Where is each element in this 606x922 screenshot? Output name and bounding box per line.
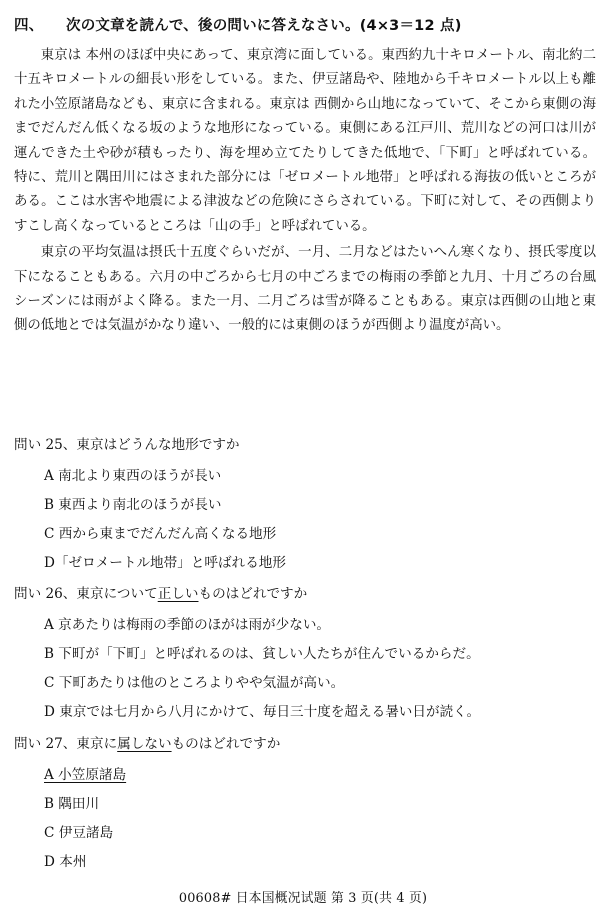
question-stem	[14, 733, 594, 755]
section-number: 四、	[14, 18, 44, 34]
option-a: A 京あたりは梅雨の季節のほがは雨が少ない。	[44, 617, 331, 633]
question-26	[14, 583, 594, 727]
option-a	[14, 761, 594, 790]
option-c: C 西から東までだんだん高くなる地形	[44, 526, 277, 542]
question-stem-text: ものはどれですか	[171, 736, 281, 752]
question-stem	[14, 434, 594, 456]
option-b: B 下町が「下町」と呼ばれるのは、貧しい人たちが住んでいるからだ。	[44, 646, 480, 662]
option-b: B 東西より南北のほうが長い	[44, 497, 222, 513]
section-header	[14, 14, 594, 35]
underlined-keyword: 正しい	[157, 586, 199, 602]
question-stem-text: 問い 25、東京はどうんな地形ですか	[14, 437, 240, 453]
option-c: C 伊豆諸島	[44, 825, 114, 841]
section-instruction: 次の文章を読んで、後の問いに答えなさい。(4×3＝12 点)	[66, 18, 462, 34]
question-25	[14, 434, 594, 578]
option-b: B 隅田川	[44, 796, 100, 812]
option-text: A 小笠原諸島	[44, 767, 127, 783]
option-d: D「ゼロメートル地帯」と呼ばれる地形	[44, 555, 286, 571]
reading-passage	[14, 44, 596, 339]
option-d: D 本州	[44, 854, 87, 870]
question-stem-text: 問い 26、東京について	[14, 586, 158, 602]
option-c: C 下町あたりは他のところよりやや気温が高い。	[44, 675, 345, 691]
underlined-keyword: 属しない	[117, 736, 172, 752]
passage-paragraph: 東京は 本州のほぼ中央にあって、東京湾に面している。東西約九十キロメートル、南北約二十五キロメートルの細長い形をしている。また、伊豆諸島や、陸地から千キロメートル以上も離れた小笠原諸島なども、東京に含まれる。東京は 西側から山地になっていて、そこから東側の海までだんだん低くなる坂のような地形になっている。東側にある江戸川、荒川などの河口は川が運んできた土や砂が積もったり、海を埋め立てたりしてきた低地で、「下町」と呼ばれている。特に、荒川と隅田川にはさまれた部分には「ゼロメートル地帯」と呼ばれる海抜の低いところがある。ここは水害や地震による津波などの危険にさらされている。下町に対して、その西側よりすこし高くなっているところは「山の手」と呼ばれている。	[14, 48, 596, 234]
question-stem-text: ものはどれですか	[198, 586, 308, 602]
page-footer: 00608# 日本国概况试题 第 3 页(共 4 页)	[178, 891, 428, 906]
passage-paragraph: 東京の平均気温は摂氏十五度ぐらいだが、一月、二月などはたいへん寒くなり、摂氏零度以下になることもある。六月の中ごろから七月の中ごろまでの梅雨の季節と九月、十月ごろの台風シーズンには雨がよく降る。また一月、二月ごろは雪が降ることもある。東京は西側の山地と東側の低地とでは気温がかなり違い、一般的には東側のほうが西側より温度が高い。	[14, 245, 596, 334]
option-a: A 南北より東西のほうが長い	[44, 468, 222, 484]
question-27	[14, 733, 594, 877]
option-d: D 東京では七月から八月にかけて、毎日三十度を超える暑い日が読く。	[44, 704, 481, 720]
question-stem	[14, 583, 594, 605]
question-stem-text: 問い 27、東京に	[14, 736, 118, 752]
